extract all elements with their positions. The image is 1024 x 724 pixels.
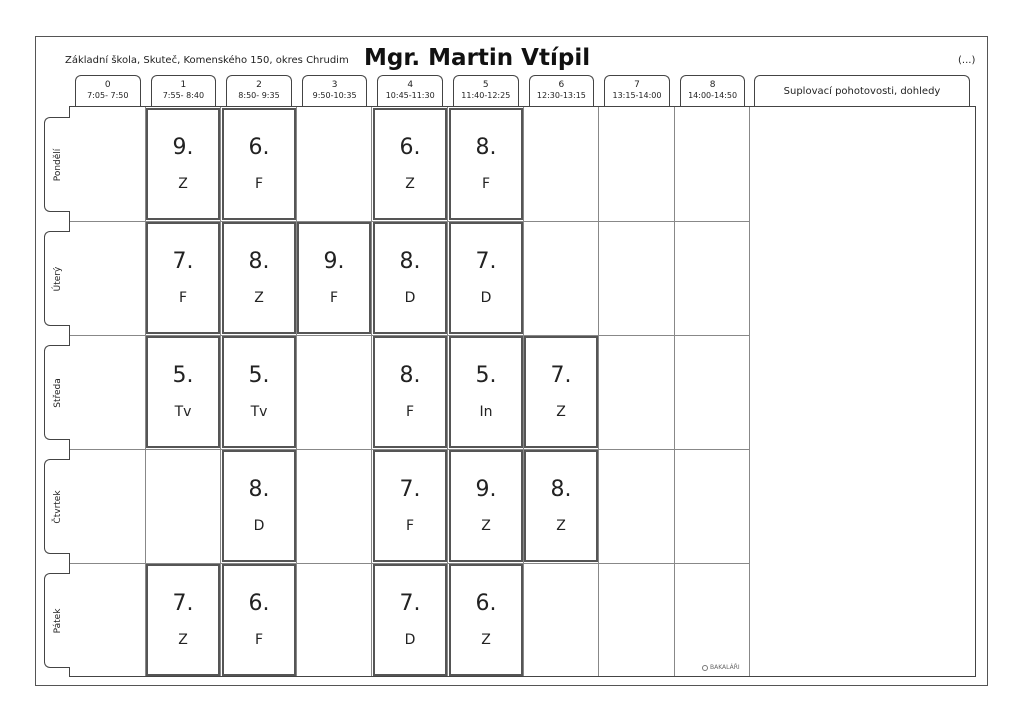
period-number: 1 [180,80,187,90]
lesson-cell[interactable] [222,336,296,448]
lesson-class: 6. [248,591,270,616]
lesson-subject: Z [556,518,566,534]
day-label: Čtvrtek [52,489,63,524]
substitution-header: Suplovací pohotovosti, dohledy [754,75,970,106]
lesson-cell[interactable] [222,564,296,676]
day-tab [44,459,70,554]
day-tab [44,345,70,440]
lesson-subject: F [254,632,264,648]
lesson-class: 7. [550,363,572,388]
lesson-cell[interactable] [373,336,447,448]
lesson-cell[interactable] [222,222,296,334]
bakalari-logo-text: BAKALÁŘI [710,664,740,671]
column-divider [598,107,599,676]
bakalari-logo [702,664,740,671]
lesson-class: 7. [399,591,421,616]
lesson-subject: F [405,518,415,534]
lesson-class: 7. [172,591,194,616]
column-divider [447,107,448,676]
day-tab [44,231,70,326]
lesson-cell[interactable] [373,222,447,334]
lesson-class: 9. [475,477,497,502]
lesson-subject: Z [178,176,188,192]
lesson-subject: Z [481,518,491,534]
lesson-cell[interactable] [222,450,296,562]
lesson-class: 7. [475,249,497,274]
day-tab [44,573,70,668]
lesson-cell[interactable] [449,108,523,220]
lesson-class: 8. [475,135,497,160]
lesson-cell[interactable] [373,450,447,562]
lesson-cell[interactable] [146,564,220,676]
period-time: 9:50-10:35 [312,91,357,100]
lesson-cell[interactable] [524,336,598,448]
lesson-subject: Tv [174,404,192,420]
lesson-cell[interactable] [373,564,447,676]
period-number: 0 [104,80,111,90]
period-number: 4 [407,80,414,90]
period-time: 8:50- 9:35 [238,91,280,100]
lesson-subject: D [404,290,416,306]
period-header-3 [302,75,368,106]
period-header-5 [453,75,519,106]
lesson-class: 7. [399,477,421,502]
lesson-subject: Z [556,404,566,420]
school-name: Základní škola, Skuteč, Komenského 150, okres Chrudim [65,55,349,66]
lesson-class: 5. [248,363,270,388]
lesson-cell[interactable] [449,564,523,676]
lesson-class: 8. [248,249,270,274]
period-number: 2 [256,80,262,90]
day-tab [44,117,70,212]
period-number: 8 [709,80,716,90]
lesson-cell[interactable] [146,222,220,334]
period-header-7 [604,75,670,106]
period-time: 12:30-13:15 [536,91,586,100]
lesson-cell[interactable] [524,450,598,562]
day-label: Úterý [52,266,63,291]
lesson-subject: F [481,176,491,192]
period-time: 13:15-14:00 [612,91,662,100]
lesson-class: 6. [475,591,497,616]
lesson-subject: D [404,632,416,648]
lesson-subject: Z [254,290,264,306]
lesson-subject: In [479,404,493,420]
column-divider [220,107,221,676]
column-divider [674,107,675,676]
period-time: 11:40-12:25 [461,91,511,100]
period-header-6 [529,75,595,106]
lesson-subject: Z [405,176,415,192]
period-header-0 [75,75,141,106]
period-number: 5 [482,80,489,90]
lesson-subject: D [253,518,265,534]
lesson-cell[interactable] [222,108,296,220]
period-header-4 [377,75,443,106]
lesson-class: 7. [172,249,194,274]
lesson-cell[interactable] [449,336,523,448]
lesson-subject: Tv [250,404,268,420]
column-divider [749,107,750,676]
day-label: Středa [52,377,63,408]
column-divider [296,107,297,676]
lesson-subject: F [178,290,188,306]
day-label: Pátek [52,608,63,633]
period-number: 7 [634,80,640,90]
lesson-cell[interactable] [297,222,371,334]
lesson-class: 8. [399,363,421,388]
lesson-subject: F [329,290,339,306]
lesson-class: 5. [475,363,497,388]
lesson-class: 8. [399,249,421,274]
lesson-subject: D [480,290,492,306]
period-time: 7:55- 8:40 [162,91,205,100]
column-divider [371,107,372,676]
lesson-cell[interactable] [146,336,220,448]
bakalari-logo-icon [702,665,708,671]
lesson-subject: F [254,176,264,192]
lesson-cell[interactable] [449,222,523,334]
lesson-cell[interactable] [373,108,447,220]
lesson-class: 8. [550,477,572,502]
lesson-subject: Z [481,632,491,648]
lesson-cell[interactable] [449,450,523,562]
lesson-subject: Z [178,632,188,648]
lesson-class: 9. [323,249,345,274]
period-number: 6 [558,80,565,90]
period-time: 14:00-14:50 [688,91,738,100]
lesson-class: 9. [172,135,194,160]
corner-note: (...) [958,55,976,66]
teacher-name: Mgr. Martin Vtípil [364,45,591,71]
period-header-1 [151,75,217,106]
lesson-subject: F [405,404,415,420]
period-time: 7:05- 7:50 [87,91,129,100]
period-header-8 [680,75,746,106]
day-label: Pondělí [52,148,63,181]
lesson-class: 5. [172,363,194,388]
period-header-2 [226,75,292,106]
period-time: 10:45-11:30 [385,91,435,100]
lesson-class: 8. [248,477,270,502]
lesson-cell[interactable] [146,108,220,220]
lesson-class: 6. [248,135,270,160]
period-number: 3 [331,80,338,90]
lesson-class: 6. [399,135,421,160]
